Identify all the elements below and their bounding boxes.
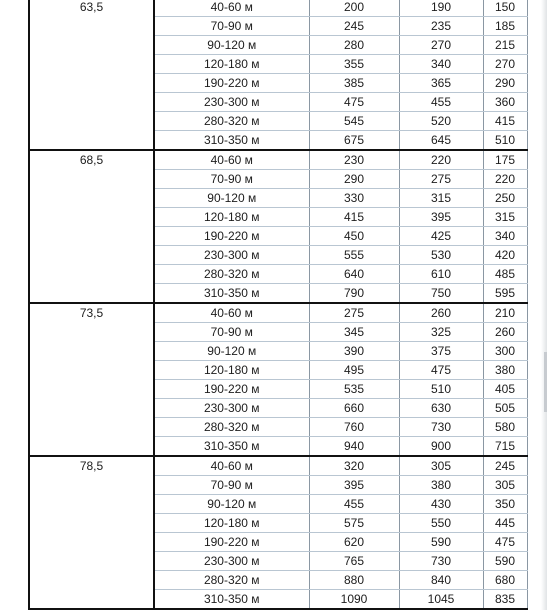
range-cell: 90-120 м [154, 342, 309, 361]
table-row [29, 303, 527, 323]
range-cell: 120-180 м [154, 514, 309, 533]
value-cell-1: 415 [309, 208, 399, 227]
range-cell: 70-90 м [154, 170, 309, 189]
range-cell: 120-180 м [154, 361, 309, 380]
value-cell-3: 835 [483, 590, 527, 610]
range-cell: 70-90 м [154, 323, 309, 342]
range-cell: 190-220 м [154, 74, 309, 93]
range-cell: 120-180 м [154, 55, 309, 74]
range-cell: 310-350 м [154, 590, 309, 610]
range-cell: 190-220 м [154, 380, 309, 399]
value-cell-2: 430 [399, 495, 483, 514]
value-cell-1: 200 [309, 0, 399, 17]
value-cell-1: 475 [309, 93, 399, 112]
value-cell-3: 475 [483, 533, 527, 552]
value-cell-3: 715 [483, 437, 527, 457]
range-cell: 70-90 м [154, 476, 309, 495]
range-cell: 230-300 м [154, 552, 309, 571]
value-cell-2: 375 [399, 342, 483, 361]
value-cell-3: 420 [483, 246, 527, 265]
value-cell-3: 595 [483, 284, 527, 304]
value-cell-2: 730 [399, 552, 483, 571]
range-cell: 230-300 м [154, 246, 309, 265]
value-cell-1: 535 [309, 380, 399, 399]
value-cell-1: 940 [309, 437, 399, 457]
value-cell-2: 610 [399, 265, 483, 284]
value-cell-2: 840 [399, 571, 483, 590]
window-edge-shadow [541, 0, 547, 610]
value-cell-3: 185 [483, 17, 527, 36]
value-cell-1: 675 [309, 131, 399, 151]
value-cell-1: 275 [309, 303, 399, 323]
range-cell: 280-320 м [154, 112, 309, 131]
value-cell-2: 900 [399, 437, 483, 457]
value-cell-2: 270 [399, 36, 483, 55]
range-cell: 280-320 м [154, 418, 309, 437]
diameter-cell: 73,5 [29, 303, 154, 456]
value-cell-2: 1045 [399, 590, 483, 610]
table-row [29, 0, 527, 17]
range-cell: 230-300 м [154, 93, 309, 112]
range-cell: 310-350 м [154, 284, 309, 304]
value-cell-1: 455 [309, 495, 399, 514]
value-cell-1: 545 [309, 112, 399, 131]
value-cell-3: 245 [483, 456, 527, 476]
value-cell-1: 355 [309, 55, 399, 74]
value-cell-2: 590 [399, 533, 483, 552]
value-cell-3: 215 [483, 36, 527, 55]
value-cell-3: 210 [483, 303, 527, 323]
value-cell-1: 880 [309, 571, 399, 590]
value-cell-2: 235 [399, 17, 483, 36]
value-cell-1: 245 [309, 17, 399, 36]
value-cell-1: 790 [309, 284, 399, 304]
value-cell-2: 530 [399, 246, 483, 265]
value-cell-1: 640 [309, 265, 399, 284]
price-table [28, 0, 528, 610]
value-cell-1: 330 [309, 189, 399, 208]
value-cell-3: 350 [483, 495, 527, 514]
value-cell-3: 510 [483, 131, 527, 151]
value-cell-2: 645 [399, 131, 483, 151]
table-row [29, 150, 527, 170]
value-cell-3: 340 [483, 227, 527, 246]
value-cell-3: 680 [483, 571, 527, 590]
value-cell-1: 660 [309, 399, 399, 418]
value-cell-3: 270 [483, 55, 527, 74]
range-cell: 280-320 м [154, 265, 309, 284]
range-cell: 190-220 м [154, 533, 309, 552]
range-cell: 120-180 м [154, 208, 309, 227]
value-cell-2: 260 [399, 303, 483, 323]
price-table-body [29, 0, 527, 609]
value-cell-1: 280 [309, 36, 399, 55]
range-cell: 310-350 м [154, 131, 309, 151]
value-cell-2: 425 [399, 227, 483, 246]
value-cell-1: 385 [309, 74, 399, 93]
table-row [29, 456, 527, 476]
value-cell-2: 275 [399, 170, 483, 189]
value-cell-3: 305 [483, 476, 527, 495]
value-cell-3: 580 [483, 418, 527, 437]
diameter-cell: 63,5 [29, 0, 154, 150]
value-cell-3: 300 [483, 342, 527, 361]
range-cell: 70-90 м [154, 17, 309, 36]
value-cell-1: 620 [309, 533, 399, 552]
value-cell-1: 230 [309, 150, 399, 170]
value-cell-2: 305 [399, 456, 483, 476]
value-cell-3: 415 [483, 112, 527, 131]
value-cell-2: 455 [399, 93, 483, 112]
range-cell: 90-120 м [154, 495, 309, 514]
value-cell-2: 365 [399, 74, 483, 93]
value-cell-1: 495 [309, 361, 399, 380]
value-cell-2: 325 [399, 323, 483, 342]
value-cell-3: 505 [483, 399, 527, 418]
value-cell-1: 320 [309, 456, 399, 476]
value-cell-2: 190 [399, 0, 483, 17]
value-cell-2: 520 [399, 112, 483, 131]
value-cell-3: 290 [483, 74, 527, 93]
range-cell: 40-60 м [154, 303, 309, 323]
value-cell-2: 315 [399, 189, 483, 208]
value-cell-2: 750 [399, 284, 483, 304]
value-cell-1: 575 [309, 514, 399, 533]
value-cell-1: 450 [309, 227, 399, 246]
value-cell-3: 360 [483, 93, 527, 112]
value-cell-3: 405 [483, 380, 527, 399]
value-cell-3: 250 [483, 189, 527, 208]
value-cell-1: 760 [309, 418, 399, 437]
value-cell-2: 220 [399, 150, 483, 170]
value-cell-2: 340 [399, 55, 483, 74]
value-cell-2: 380 [399, 476, 483, 495]
range-cell: 90-120 м [154, 189, 309, 208]
value-cell-1: 290 [309, 170, 399, 189]
value-cell-1: 765 [309, 552, 399, 571]
value-cell-2: 630 [399, 399, 483, 418]
range-cell: 40-60 м [154, 456, 309, 476]
range-cell: 40-60 м [154, 150, 309, 170]
range-cell: 40-60 м [154, 0, 309, 17]
value-cell-3: 315 [483, 208, 527, 227]
value-cell-1: 1090 [309, 590, 399, 610]
value-cell-3: 220 [483, 170, 527, 189]
range-cell: 90-120 м [154, 36, 309, 55]
value-cell-2: 475 [399, 361, 483, 380]
value-cell-3: 260 [483, 323, 527, 342]
value-cell-3: 175 [483, 150, 527, 170]
value-cell-2: 550 [399, 514, 483, 533]
range-cell: 310-350 м [154, 437, 309, 457]
value-cell-3: 380 [483, 361, 527, 380]
value-cell-2: 395 [399, 208, 483, 227]
value-cell-2: 730 [399, 418, 483, 437]
price-table-page [28, 0, 526, 610]
diameter-cell: 68,5 [29, 150, 154, 303]
diameter-cell: 78,5 [29, 456, 154, 609]
value-cell-2: 510 [399, 380, 483, 399]
value-cell-1: 390 [309, 342, 399, 361]
range-cell: 280-320 м [154, 571, 309, 590]
value-cell-3: 445 [483, 514, 527, 533]
value-cell-1: 345 [309, 323, 399, 342]
value-cell-3: 485 [483, 265, 527, 284]
value-cell-1: 555 [309, 246, 399, 265]
range-cell: 190-220 м [154, 227, 309, 246]
range-cell: 230-300 м [154, 399, 309, 418]
value-cell-3: 590 [483, 552, 527, 571]
value-cell-3: 150 [483, 0, 527, 17]
value-cell-1: 395 [309, 476, 399, 495]
